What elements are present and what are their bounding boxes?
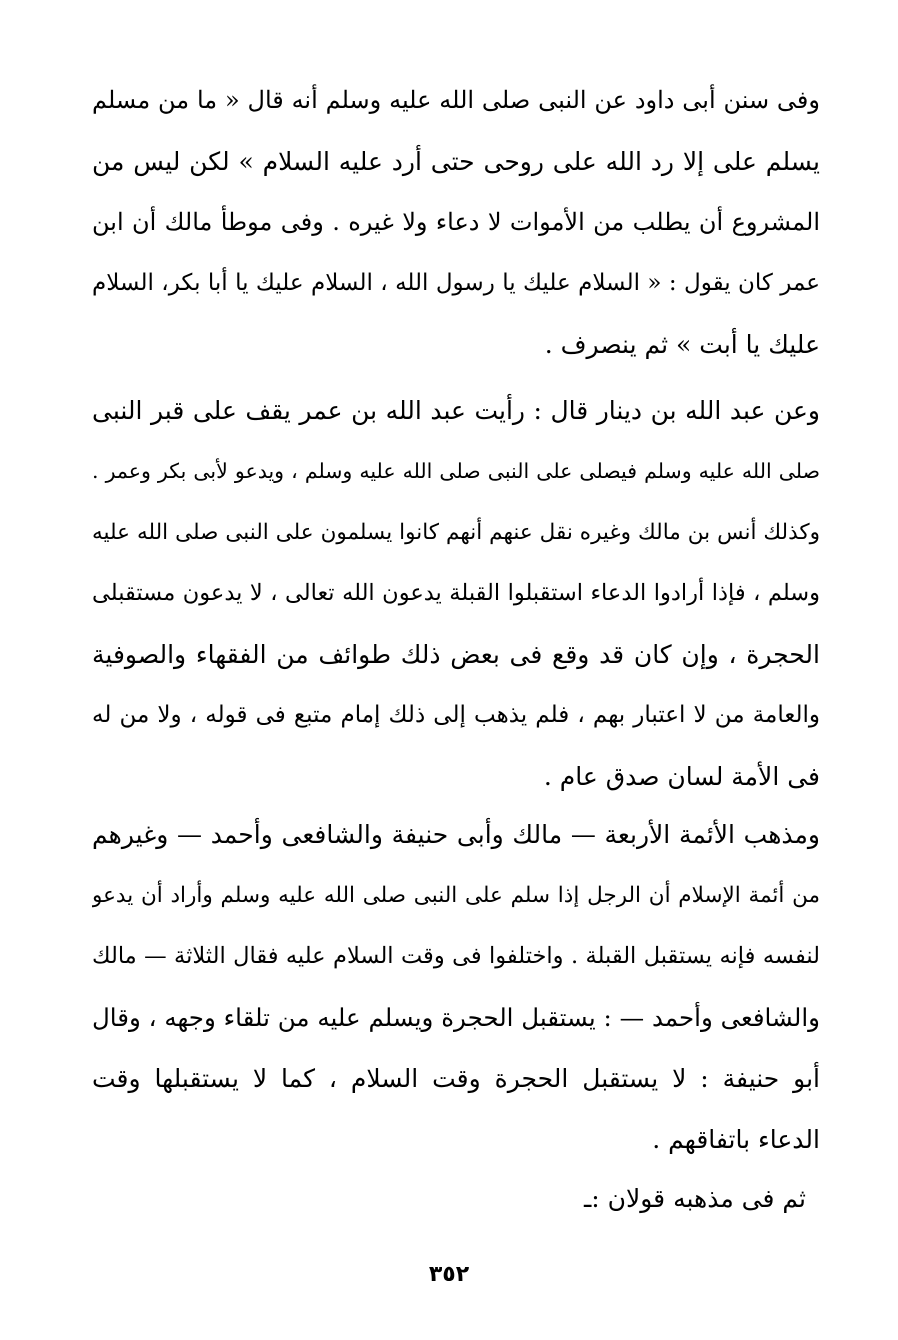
text-line: عمر كان يقول : « السلام عليك يا رسول الله ، السلام عليك يا أبا بكر، السلام: [92, 270, 820, 296]
paragraph-3: [92, 804, 820, 1170]
text-line: من أئمة الإسلام أن الرجل إذا سلم على النبى صلى الله عليه وسلم وأراد أن يدعو: [92, 883, 820, 908]
text-line: الدعاء باتفاقهم .: [652, 1125, 820, 1154]
text-line: وعن عبد الله بن دينار قال : رأيت عبد الله بن عمر يقف على قبر النبى: [92, 396, 820, 425]
paragraph-1: [92, 70, 820, 375]
paragraph-2: [92, 380, 820, 807]
text-line: عليك يا أبت » ثم ينصرف .: [544, 330, 820, 359]
page-number: ٣٥٢: [428, 1262, 470, 1287]
text-line: الحجرة ، وإن كان قد وقع فى بعض ذلك طوائف من الفقهاء والصوفية: [92, 640, 820, 669]
text-line: والشافعى وأحمد — : يستقبل الحجرة ويسلم عليه من تلقاء وجهه ، وقال: [92, 1003, 820, 1032]
text-line: أبو حنيفة : لا يستقبل الحجرة وقت السلام ، كما لا يستقبلها وقت: [92, 1064, 820, 1093]
text-line: فى الأمة لسان صدق عام .: [543, 762, 820, 791]
text-line: ومذهب الأئمة الأربعة — مالك وأبى حنيفة والشافعى وأحمد — وغيرهم: [92, 820, 820, 849]
text-line: المشروع أن يطلب من الأموات لا دعاء ولا غيره . وفى موطأ مالك أن ابن: [92, 208, 820, 236]
closing-line: ثم فى مذهبه قولان :ـ: [583, 1184, 806, 1213]
text-line: صلى الله عليه وسلم فيصلى على النبى صلى الله عليه وسلم ، ويدعو لأبى بكر وعمر .: [92, 459, 820, 483]
text-line: لنفسه فإنه يستقبل القبلة . واختلفوا فى وقت السلام عليه فقال الثلاثة — مالك: [92, 943, 820, 969]
text-line: وسلم ، فإذا أرادوا الدعاء استقبلوا القبلة يدعون الله تعالى ، لا يدعون مستقبلى: [92, 580, 820, 606]
text-line: وفى سنن أبى داود عن النبى صلى الله عليه وسلم أنه قال « ما من مسلم: [92, 86, 820, 114]
text-line: وكذلك أنس بن مالك وغيره نقل عنهم أنهم كانوا يسلمون على النبى صلى الله عليه: [92, 520, 820, 545]
text-line: والعامة من لا اعتبار بهم ، فلم يذهب إلى ذلك إمام متبع فى قوله ، ولا من له: [92, 702, 820, 728]
text-line: يسلم على إلا رد الله على روحى حتى أرد عليه السلام » لكن ليس من: [92, 147, 820, 176]
